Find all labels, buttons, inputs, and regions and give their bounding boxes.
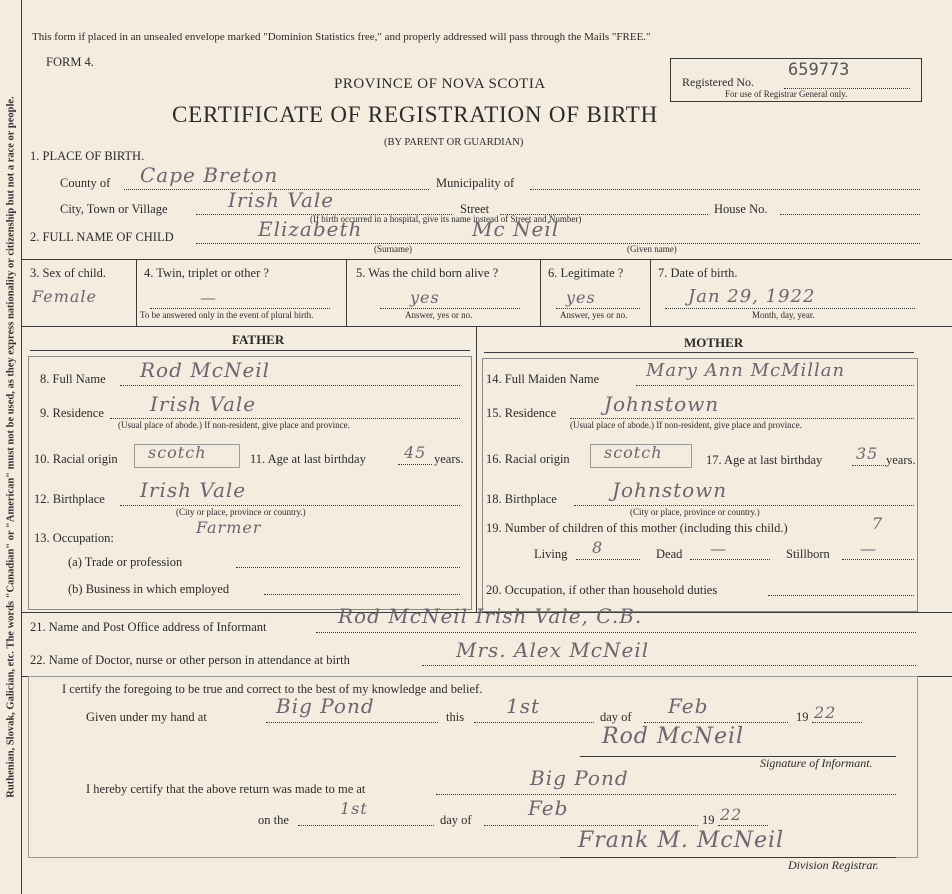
certify-day: 1st: [506, 694, 541, 718]
registrar-place: Big Pond: [530, 766, 629, 790]
mother-birthplace-label: 18. Birthplace: [486, 492, 557, 506]
doctor-label: 22. Name of Doctor, nurse or other person in attendance at birth: [30, 653, 350, 667]
street-label: Street: [460, 202, 490, 216]
certify-month: Feb: [668, 694, 709, 718]
registrar-day: 1st: [340, 799, 368, 818]
mother-living-value: 8: [592, 538, 604, 557]
informant-value: Rod McNeil Irish Vale, C.B.: [338, 604, 643, 628]
municipality-label: Municipality of: [436, 176, 515, 190]
twin-note: To be answered only in the event of plural birth.: [140, 310, 314, 320]
registrar-text: I hereby certify that the above return was made to me at: [86, 782, 366, 796]
registered-label: Registered No.: [682, 75, 754, 89]
sidebar-note-text: Ruthenian, Slovak, Galician, etc. The words "Canadian" or "American" must not be used, as they express nationality or citizenship but not a race or people.: [5, 96, 17, 798]
mother-age-years: years.: [886, 453, 916, 467]
certify-year: 22: [814, 703, 837, 722]
top-note: This form if placed in an unsealed envelope marked "Dominion Statistics free," and properly addressed will pass through the Mails "FREE.": [32, 31, 651, 43]
legitimate-value: yes: [566, 288, 596, 307]
birth-date-label: 7. Date of birth.: [658, 266, 738, 280]
county-value: Cape Breton: [140, 163, 279, 187]
father-business-label: (b) Business in which employed: [68, 582, 230, 596]
mother-residence-note: (Usual place of abode.) If non-resident, give place and province.: [570, 420, 802, 430]
registrar-month: Feb: [528, 796, 569, 820]
form-number: FORM 4.: [46, 55, 94, 69]
house-label: House No.: [714, 202, 768, 216]
child-name-label: 2. FULL NAME OF CHILD: [30, 230, 174, 244]
alive-note: Answer, yes or no.: [405, 310, 473, 320]
father-birthplace-label: 12. Birthplace: [34, 492, 105, 506]
certify-year-prefix: 19: [796, 710, 809, 724]
place-heading: 1. PLACE OF BIRTH.: [30, 149, 145, 163]
birth-date-value: Jan 29, 1922: [688, 286, 816, 307]
mother-heading: MOTHER: [684, 335, 744, 350]
father-heading: FATHER: [232, 332, 285, 347]
sidebar-note: [0, 0, 22, 894]
sex-value: Female: [32, 287, 97, 306]
hospital-note: (If birth occurred in a hospital, give its name instead of Street and Number): [310, 214, 582, 224]
mother-children-label: 19. Number of children of this mother (including this child.): [486, 521, 788, 535]
twin-label: 4. Twin, triplet or other ?: [144, 266, 269, 280]
county-label: County of: [60, 176, 111, 190]
legitimate-note: Answer, yes or no.: [560, 310, 628, 320]
father-birthplace-value: Irish Vale: [140, 478, 247, 502]
certify-place: Big Pond: [276, 694, 375, 718]
mother-dead-value: —: [710, 539, 727, 558]
informant-label: 21. Name and Post Office address of Informant: [30, 620, 267, 634]
father-occupation-label: 13. Occupation:: [34, 531, 114, 545]
registered-note: For use of Registrar General only.: [725, 89, 848, 99]
legitimate-label: 6. Legitimate ?: [548, 266, 624, 280]
alive-label: 5. Was the child born alive ?: [356, 266, 499, 280]
twin-value: —: [200, 288, 217, 307]
mother-name-value: Mary Ann McMillan: [646, 360, 846, 381]
alive-value: yes: [410, 288, 440, 307]
registrar-dayof-label: day of: [440, 813, 472, 827]
registrar-year-prefix: 19: [702, 813, 715, 827]
document-subtitle: (BY PARENT OR GUARDIAN): [384, 137, 524, 148]
father-name-label: 8. Full Name: [40, 372, 106, 386]
father-age-label: 11. Age at last birthday: [250, 452, 366, 466]
father-residence-note: (Usual place of abode.) If non-resident, give place and province.: [118, 420, 350, 430]
registrar-on-label: on the: [258, 813, 289, 827]
father-trade-label: (a) Trade or profession: [68, 555, 183, 569]
document-title: CERTIFICATE OF REGISTRATION OF BIRTH: [172, 102, 659, 127]
doctor-value: Mrs. Alex McNeil: [456, 638, 650, 662]
registrar-signature-label: Division Registrar.: [788, 858, 879, 872]
mother-birthplace-value: Johnstown: [612, 478, 728, 502]
mother-birthplace-note: (City or place, province or country.): [630, 507, 760, 517]
mother-age-label: 17. Age at last birthday: [706, 453, 823, 467]
child-given-name: Elizabeth: [258, 217, 363, 241]
father-age-value: 45: [404, 443, 427, 462]
father-occupation-value: Farmer: [196, 518, 262, 537]
certify-text: I certify the foregoing to be true and correct to the best of my knowledge and belief.: [62, 682, 483, 696]
father-race-label: 10. Racial origin: [34, 452, 118, 466]
mother-stillborn-label: Stillborn: [786, 547, 830, 561]
informant-signature: Rod McNeil: [602, 724, 745, 749]
birth-date-note: Month, day, year.: [752, 310, 815, 320]
city-label: City, Town or Village: [60, 202, 168, 216]
father-residence-label: 9. Residence: [40, 406, 104, 420]
mother-residence-value: Johnstown: [604, 392, 720, 416]
mother-age-value: 35: [856, 444, 879, 463]
mother-stillborn-value: —: [860, 539, 877, 558]
registrar-year: 22: [720, 805, 743, 824]
mother-occupation-label: 20. Occupation, if other than household duties: [486, 583, 718, 597]
father-race-value: scotch: [148, 443, 207, 462]
mother-race-label: 16. Racial origin: [486, 452, 570, 466]
mother-living-label: Living: [534, 547, 568, 561]
father-name-value: Rod McNeil: [140, 358, 271, 382]
mother-name-label: 14. Full Maiden Name: [486, 372, 600, 386]
certify-this-label: this: [446, 710, 465, 724]
given-name-caption: (Given name): [627, 244, 677, 254]
city-value: Irish Vale: [228, 188, 335, 212]
registrar-signature: Frank M. McNeil: [578, 828, 785, 853]
sex-label: 3. Sex of child.: [30, 266, 107, 280]
province: PROVINCE OF NOVA SCOTIA: [334, 76, 546, 92]
father-residence-value: Irish Vale: [150, 392, 257, 416]
surname-caption: (Surname): [374, 244, 412, 254]
informant-signature-label: Signature of Informant.: [760, 756, 873, 770]
mother-race-value: scotch: [604, 443, 663, 462]
child-surname: Mc Neil: [472, 217, 560, 241]
father-birthplace-note: (City or place, province or country.): [176, 507, 306, 517]
certify-given-label: Given under my hand at: [86, 710, 207, 724]
registered-number: 659773: [788, 60, 850, 80]
father-age-years: years.: [434, 452, 464, 466]
certify-dayof-label: day of: [600, 710, 632, 724]
mother-residence-label: 15. Residence: [486, 406, 557, 420]
mother-dead-label: Dead: [656, 547, 683, 561]
mother-children-value: 7: [872, 514, 884, 533]
